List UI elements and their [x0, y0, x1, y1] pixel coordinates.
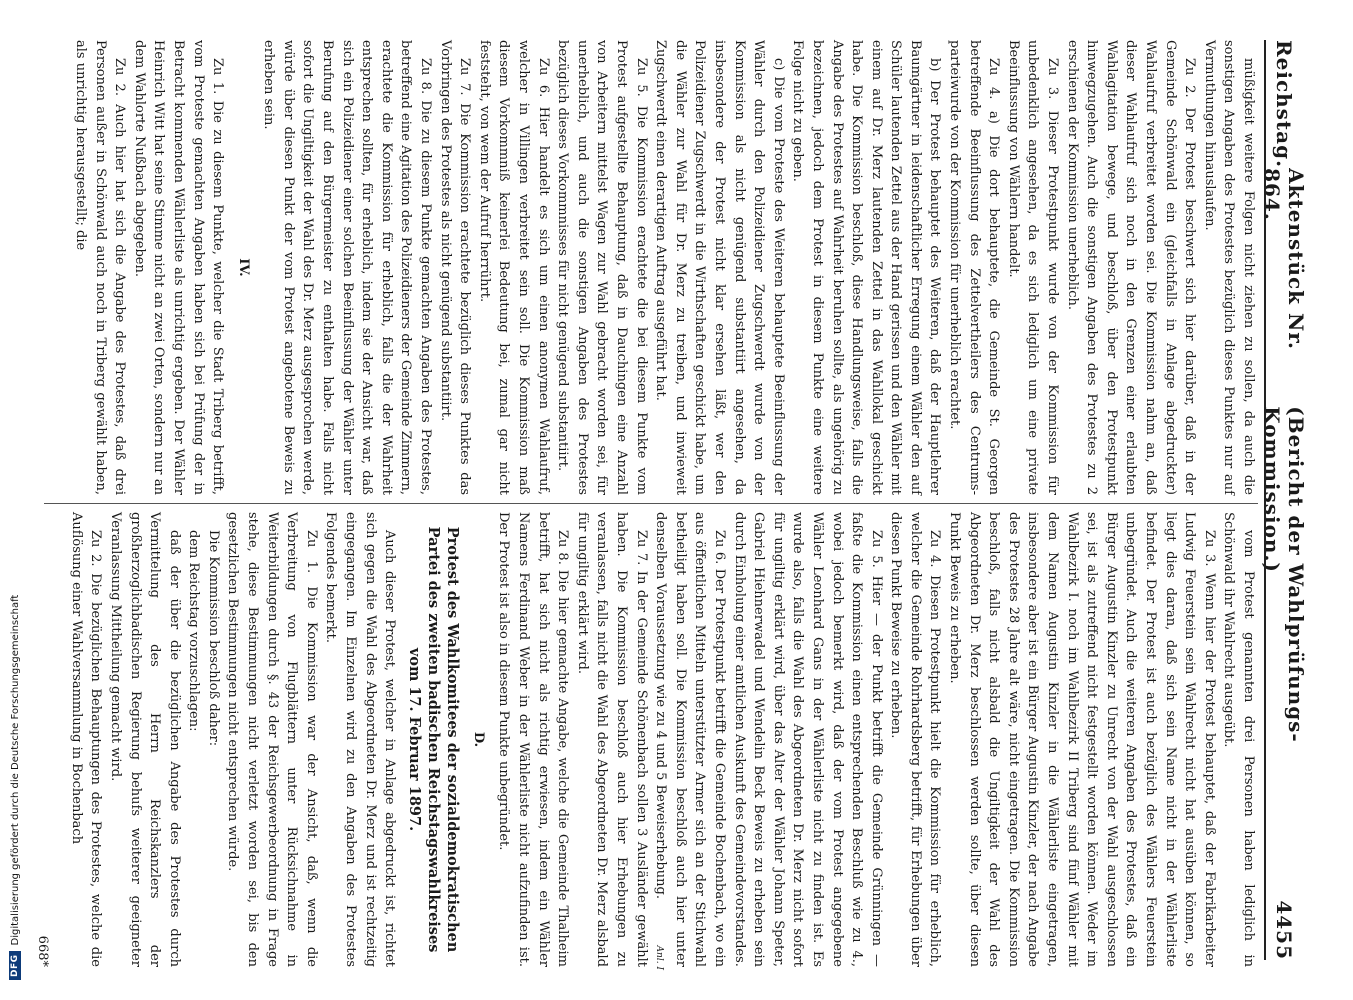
- paragraph: Zu 7. Die Kommission erachtete bezüglich dieses Punktes das Vorbringen des Protestes als nicht genügend substantiirt.: [437, 40, 473, 495]
- paragraph: Zu 2. Der Protest beschwert sich hier darüber, daß in der Gemeinde Schönwald ein (gleichfalls in Anlage abgedruckter) Wahlaufruf verbreitet worden sei. Die Kommission nahm an, daß dieser Wahlaufruf sich noch in den Grenzen einer erlaubten Wahlagitation bewege, und beschloß, über den Protestpunkt hinwegzugehen. Auch die sonstigen Angaben des Protestes zu 2 erschienen der Kommission unerheblich.: [1064, 40, 1198, 495]
- paragraph: vom Protest genannten drei Personen haben lediglich in Schönwald ihr Wahlrecht ausgeübt.: [1221, 512, 1256, 967]
- paragraph: Zu 3. Dieser Protestpunkt wurde von der Kommission für unbedenklich angesehen, da es sich lediglich um eine private Beeinflussung von Wählern handelt.: [1005, 40, 1061, 495]
- paragraph: Zu 5. Hier — der Punkt betrifft die Gemeinde Grünningen — faßte die Kommission einen entsprechenden Beschluß wie zu 4., wobei jedoch bemerkt wird, daß der vom Protest angegebene Wähler Leonhard Gans in der Wählerliste nicht zu finden ist. Es wurde also, falls die Wahl des Abgeordneten Dr. Merz nicht sofort für ungiltig erklärt wird, über das Alter der Wähler Johann Speter, Gabriel Hiehnerwadel und Wendelin Beck Beweis zu erheben sein durch Einholung einer amtlichen Auskunft des Gemeindevorstandes.: [731, 512, 884, 967]
- paragraph: b) Der Protest behauptet des Weiteren, daß der Hauptlehrer Baumgärtner in leidenschaftlicher Erregung einem Wähler den auf Schüler lautenden Zettel aus der Hand gerissen und den Wähler mit einem auf Dr. Merz lautenden Zettel in das Wahllokal geschickt habe. Die Kommission beschloß, diese Handlungsweise, falls die Angabe des Protestes auf Wahrheit beruhen sollte, als ungehörig zu bezeichnen, jedoch dem Protest in diesem Punkte eine weitere Folge nicht zu geben.: [790, 40, 943, 495]
- paragraph: c) Die vom Proteste des Weiteren behauptete Beeinflussung der Wähler durch den Polizeidiener Zugschwerdt wurde von der Kommission als nicht genügend substantiirt angesehen, da insbesondere der Protest nicht klar ersehen läßt, wer den Polizeidiener Zugschwerdt in die Wirthschaften geschickt habe, um die Wähler zur Wahl für Dr. Merz zu treiben, und inwieweit Zugschwerdt einen derartigen Auftrag ausgeführt hat.: [653, 40, 786, 495]
- rotated-page-content: [34, 20, 1308, 980]
- paragraph: Zu 3. Wenn hier der Protest behauptet, daß der Fabrikarbeiter Ludwig Feuerstein sein Wahlrecht nicht hat ausüben können, so liegt dies daran, daß sich sein Name nicht in der Wählerliste befindet. Der Protest ist auch bezüglich des Wählers Feuerstein unbegründet. Auch die weiteren Angaben des Protestes, daß ein Bürger Augustin Kinzler zu Unrecht von der Wahl ausgeschlossen sei, ist als zutreffend nicht festgestellt worden können. Weder im Wahlbezirk I. noch im Wahlbezirk II Triberg sind fünf Wähler mit dem Namen Augustin Kinzler in die Wählerliste eingetragen, insbesondere aber ist ein Bürger Augustin Kinzler, der nach Angabe des Protestes 28 Jahre alt wäre, nicht eingetragen. Die Kommission beschloß, falls nicht alsbald die Ungiltigkeit der Wahl des Abgeordneten Dr. Merz beschlossen werden sollte, über diesen Punkt Beweis zu erheben.: [947, 512, 1217, 967]
- paragraph: dem Reichstag vorzuschlagen:: [186, 530, 202, 732]
- footer-content: [4, 20, 26, 980]
- paragraph: Zu 6. Der Protestpunkt betrifft die Gemeinde Bochenbach, wo ein aus öffentlichen Mitteln unterstützter Armer sich an der Stichwahl betheiligt haben soll. Die Kommission beschloß auch hier unter denselben Voraussetzung wie zu 4 und 5 Beweiserhebung.: [653, 512, 727, 967]
- paragraph: Die Kommission beschloß daher:: [205, 530, 221, 747]
- left-column: [44, 40, 1258, 495]
- paragraph: Zu 8. Die hier gemachte Angabe, welche die Gemeinde Thalheim betrifft, hat sich nicht als richtig erwiesen, indem ein Wähler Namens Ferdinand Weber in der Wählerliste nicht aufzufinden ist. Der Protest ist also in diesem Punkte unbegründet.: [496, 512, 571, 967]
- paragraph: Zu 5. Die Kommission erachtete die bei diesem Punkte vom Protest aufgestellte Behauptung, daß in Dauchingen eine Anzahl von Arbeitern mittelst Wagen zur Wahl gebracht worden sei, für unerheblich, und auch die sonstigen Angaben des Protestes bezüglich dieses Vorkommnisses für nicht genügend substantiirt.: [555, 40, 649, 495]
- footer-strip: [4, 20, 26, 980]
- dfg-logo: DFG: [9, 951, 21, 980]
- paragraph: Zu 1. Die zu diesem Punkte, welcher die Stadt Triberg betrifft, vom Proteste gemachten Angaben haben sich bei Prüfung der in Betracht kommenden Wählerliste als unrichtig ergeben. Der Wähler Heinrich Witt hat seine Stimme nicht an zwei Orten, sondern nur an dem Wahlorte Nußbach abgegeben.: [131, 40, 226, 495]
- page-number: 4455: [1272, 900, 1296, 960]
- paragraph: daß der über die bezüglichen Angabe des Protestes durch Vermittelung des Herrn Reichskanzlers der großherzoglichbadischen Regierung behufs weiterer geeigneter Veranlassung Mittheilung gemacht wird.: [107, 512, 182, 967]
- header-center: Aktenstück Nr. 864.: [1260, 168, 1308, 350]
- paragraph: müßigkeit weitere Folgen nicht ziehen zu sollen, da auch die sonstigen Angaben des Protestes bezüglich dieses Punktes nur auf Vermuthungen hinauslaufen.: [1201, 40, 1256, 495]
- column-divider: [44, 503, 1258, 504]
- scanned-page: [34, 20, 1308, 980]
- paragraph: Zu 4. Diesen Protestpunkt hielt die Kommission für erheblich, welcher die Gemeinde Rohrhardsberg betrifft, für Erhebungen über diesen Punkt Beweise zu erheben.: [888, 512, 943, 967]
- section-heading: D.: [470, 731, 486, 748]
- paragraph: Zu 1. Die Kommission war der Ansicht, daß, wenn die Verbreitung von Flugblättern unter Rücksichnahme in Weiterbildungen durch §. 43 der Reichsgewerbeordnung in Frage stehe, diese Bestimmungen nicht verletzt worden sei, bis den gesetzlichen Bestimmungen nicht entsprechen würde.: [225, 512, 319, 967]
- section-title: Protest des Wahlkomitees der sozialdemokratischen Partei des zweiten badischen Reichstagswahlkreises vom 17. Februar 1897.: [406, 526, 462, 953]
- paragraph: Zu 2. Die bezüglichen Behauptungen des Protestes, welche die Auflösung einer Wahlversammlung in Bochenbach: [68, 512, 104, 967]
- paragraph: Zu 8. Die zu diesem Punkte gemachten Angaben des Protestes, betreffend eine Agitation des Polizeidieners der Gemeinde Zimmern, erachtete die Kommission für erheblich, falls die der Wahrheit entsprechen sollten, für erheblich, indem sie der Ansicht war, daß sich ein Polizeidiener einer solchen Beeinflussung der Wähler unter Berufung auf den Bürgermeister zu enthalten habe. Falls nicht sofort die Ungiltigkeit der Wahl des Dr. Merz ausgesprochen werde, würde über diesen Punkt der vom Protest angebotene Beweis zu erheben sein.: [261, 40, 434, 495]
- signature-mark: 668*: [35, 935, 51, 967]
- paragraph: Auch dieser Protest, welcher in Anlage abgedruckt ist, richtet sich gegen die Wahl des Abgeordneten Dr. Merz und ist rechtzeitig eingegangen. Im Einzelnen wird zu den Angaben des Protestes Folgendes bemerkt.: [323, 512, 398, 967]
- right-column: [35, 512, 1258, 967]
- paragraph: Zu 4. a) Die dort behauptete, die Gemeinde St. Georgen betreffende Beeinflussung des Zettelvertheilers des Centrums-parteiwurde von der Kommission für unerheblich erachtet.: [947, 40, 1002, 495]
- margin-note: Anl. I: [654, 945, 664, 970]
- paragraph: Zu 6. Hier handelt es sich um einen anonymen Wahlaufruf, welcher in Villingen verbreitet sein soll. Die Kommission maß diesem Vorkommniß keinerlei Bedeutung bei, zumal gar nicht feststeht, von wem der Aufruf herrührt.: [476, 40, 551, 495]
- section-heading: IV.: [235, 258, 251, 277]
- header-left: Reichstag.: [1272, 40, 1296, 169]
- paragraph: Zu 2. Auch hier hat sich die Angabe des Protestes, daß drei Personen außer in Schönwald auch noch in Triberg gewählt haben, als unrichtig herausgestellt; die: [72, 40, 128, 495]
- header-rule: [1264, 40, 1266, 960]
- header-right: (Bericht der Wahlprüfungs-Kommission.): [1260, 406, 1308, 743]
- paragraph: Zu 7. In der Gemeinde Schönenbach sollen 3 Ausländer gewählt haben. Die Kommission beschloß auch hier Erhebungen zu veranlassen, falls nicht die Wahl des Abgeordneten Dr. Merz alsbald für ungiltig erklärt wird.: [574, 512, 649, 967]
- page-header: [1260, 40, 1308, 960]
- footer-text: Digitalisierung gefördert durch die Deutsche Forschungsgemeinschaft: [9, 594, 21, 946]
